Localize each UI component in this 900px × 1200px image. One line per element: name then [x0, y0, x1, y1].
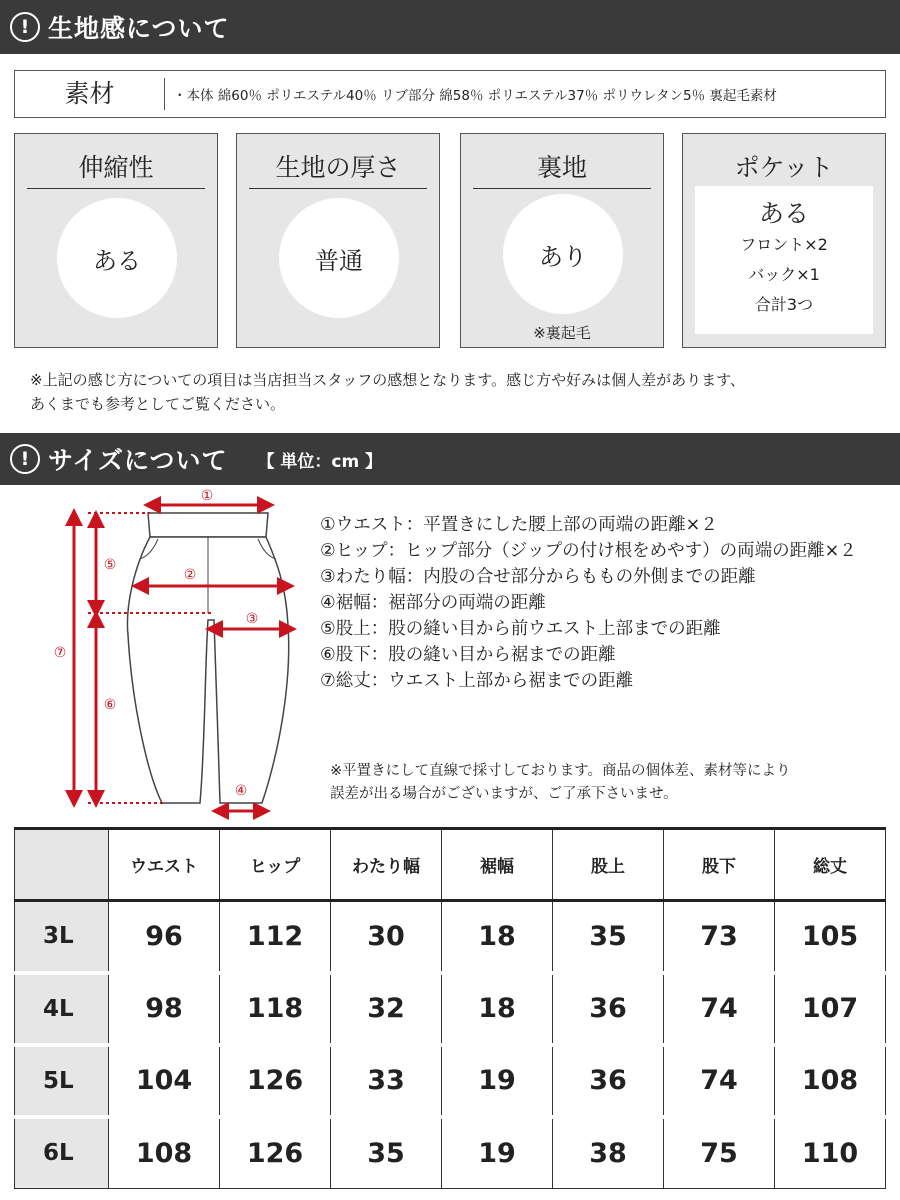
material-value: ・本体 綿60％ ポリエステル40％ リブ部分 綿58％ ポリエステル37％ ポリウレタン5％ 裏起毛素材 [173, 88, 777, 104]
column-header-total-length: 総丈 [775, 829, 886, 901]
disclaimer-line: ※上記の感じ方についての項目は当店担当スタッフの感想となります。感じ方や好みは個人差があります、 [30, 371, 745, 389]
table-cell: 96 [109, 901, 220, 973]
size-label: 5L [15, 1045, 109, 1117]
legend-item: ①ウエスト：平置きにした腰上部の両端の距離×２ [320, 515, 718, 535]
feature-value: ある [57, 198, 177, 318]
fabric-disclaimer [30, 368, 880, 416]
material-label: 素材 [15, 78, 165, 110]
table-header-row [15, 829, 886, 901]
table-cell: 30 [331, 901, 442, 973]
note-line: ※平置きにして直線で採寸しております。商品の個体差、素材等により [330, 763, 791, 779]
table-corner [15, 829, 109, 901]
table-cell: 32 [331, 973, 442, 1045]
table-cell: 108 [109, 1117, 220, 1189]
exclamation-icon: ! [10, 444, 40, 474]
feature-title: 伸縮性 [27, 148, 205, 189]
table-cell: 18 [442, 973, 553, 1045]
size-label: 6L [15, 1117, 109, 1189]
table-cell: 110 [775, 1117, 886, 1189]
table-cell: 118 [220, 973, 331, 1045]
pants-measurement-diagram [0, 485, 310, 825]
marker-inseam: ⑥ [103, 697, 117, 713]
fabric-section-header [0, 0, 900, 54]
table-cell: 36 [553, 973, 664, 1045]
table-cell: 107 [775, 973, 886, 1045]
marker-hem: ④ [234, 783, 248, 799]
table-cell: 108 [775, 1045, 886, 1117]
pocket-detail: フロント×2 [740, 235, 828, 254]
marker-rise: ⑤ [103, 557, 117, 573]
pocket-detail: バック×1 [748, 265, 820, 284]
feature-value: ある [758, 199, 809, 228]
feature-thickness [236, 133, 440, 348]
column-header-hip: ヒップ [220, 829, 331, 901]
pocket-panel [695, 186, 873, 334]
size-section-title: サイズについて [48, 446, 228, 475]
pocket-detail: 合計3つ [754, 295, 814, 314]
column-header-rise: 股上 [553, 829, 664, 901]
feature-value: あり [503, 194, 623, 314]
exclamation-icon: ! [10, 12, 40, 42]
table-cell: 18 [442, 901, 553, 973]
table-cell: 38 [553, 1117, 664, 1189]
legend-item: ⑦総丈：ウエスト上部から裾までの距離 [320, 671, 634, 691]
legend-item: ⑤股上：股の縫い目から前ウエスト上部までの距離 [320, 619, 721, 639]
table-cell: 98 [109, 973, 220, 1045]
table-cell: 19 [442, 1117, 553, 1189]
legend-item: ④裾幅：裾部分の両端の距離 [320, 593, 546, 613]
table-cell: 112 [220, 901, 331, 973]
marker-waist: ① [200, 488, 214, 504]
table-cell: 126 [220, 1117, 331, 1189]
measurement-note [330, 760, 895, 806]
table-cell: 36 [553, 1045, 664, 1117]
table-cell: 35 [553, 901, 664, 973]
table-cell: 35 [331, 1117, 442, 1189]
marker-total-length: ⑦ [53, 645, 67, 661]
feature-title: ポケット [695, 148, 873, 189]
column-header-waist: ウエスト [109, 829, 220, 901]
table-cell: 74 [664, 973, 775, 1045]
legend-item: ②ヒップ：ヒップ部分（ジップの付け根をめやす）の両端の距離×２ [320, 541, 857, 561]
material-row [14, 70, 886, 118]
table-cell: 73 [664, 901, 775, 973]
table-cell: 104 [109, 1045, 220, 1117]
legend-item: ⑥股下：股の縫い目から裾までの距離 [320, 645, 616, 665]
marker-hip: ② [183, 567, 197, 583]
size-table [14, 827, 886, 1189]
table-cell: 75 [664, 1117, 775, 1189]
marker-thigh: ③ [245, 611, 259, 627]
note-line: 誤差が出る場合がございますが、ご了承下さいませ。 [330, 786, 678, 802]
legend-item: ③わたり幅：内股の合せ部分からももの外側までの距離 [320, 567, 756, 587]
feature-stretch [14, 133, 218, 348]
table-row [15, 901, 886, 973]
column-header-thigh: わたり幅 [331, 829, 442, 901]
feature-lining [460, 133, 664, 348]
column-header-hem: 裾幅 [442, 829, 553, 901]
feature-value: 普通 [279, 198, 399, 318]
feature-pocket [682, 133, 886, 348]
feature-title: 裏地 [473, 148, 651, 189]
table-cell: 105 [775, 901, 886, 973]
unit-label: 【 単位：cm 】 [257, 451, 383, 472]
column-header-inseam: 股下 [664, 829, 775, 901]
fabric-section-title: 生地感について [48, 14, 230, 43]
table-cell: 33 [331, 1045, 442, 1117]
table-row [15, 1117, 886, 1189]
table-row [15, 1045, 886, 1117]
table-cell: 74 [664, 1045, 775, 1117]
pants-waistband [148, 513, 268, 537]
feature-title: 生地の厚さ [249, 148, 427, 189]
size-section-header [0, 433, 900, 485]
table-cell: 126 [220, 1045, 331, 1117]
size-label: 4L [15, 973, 109, 1045]
measurement-legend [320, 512, 900, 694]
disclaimer-line: あくまでも参考としてご覧ください。 [30, 395, 286, 413]
table-cell: 19 [442, 1045, 553, 1117]
feature-note: ※裏起毛 [533, 324, 591, 342]
size-label: 3L [15, 901, 109, 973]
table-row [15, 973, 886, 1045]
